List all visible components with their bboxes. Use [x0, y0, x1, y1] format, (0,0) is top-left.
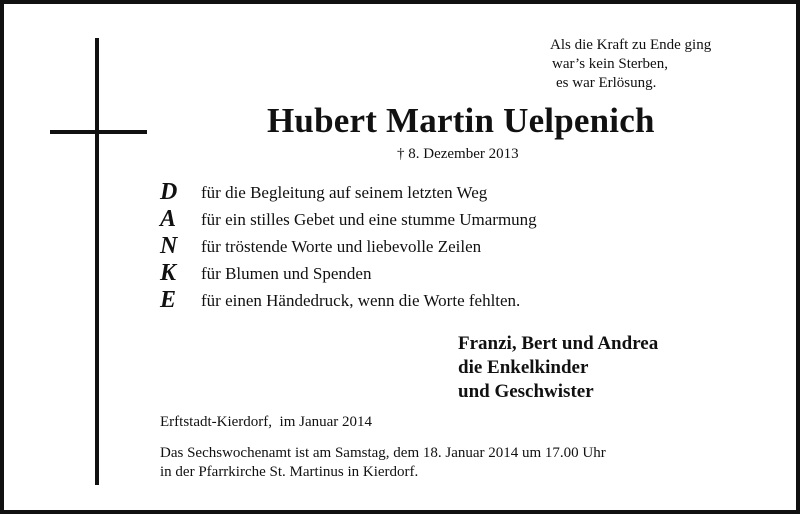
danke-letter: K: [160, 260, 177, 286]
deceased-name: Hubert Martin Uelpenich: [267, 101, 655, 140]
danke-letter: E: [160, 287, 177, 313]
signer-line: und Geschwister: [458, 381, 594, 402]
danke-letter: N: [160, 233, 178, 259]
cross-icon: [95, 38, 99, 485]
danke-text: für tröstende Worte und liebevolle Zeilen: [201, 237, 482, 256]
service-line: in der Pfarrkirche St. Martinus in Kierdorf.: [160, 464, 419, 480]
danke-text: für einen Händedruck, wenn die Worte fehlten.: [201, 291, 521, 310]
motto-line: es war Erlösung.: [556, 75, 657, 91]
place-date: Erftstadt-Kierdorf, im Januar 2014: [160, 414, 373, 430]
signer-line: die Enkelkinder: [458, 357, 589, 378]
service-line: Das Sechswochenamt ist am Samstag, dem 18. Januar 2014 um 17.00 Uhr: [160, 445, 606, 461]
cross-icon-bar: [50, 130, 147, 134]
death-date: † 8. Dezember 2013: [397, 146, 519, 162]
motto-line: Als die Kraft zu Ende ging: [550, 37, 712, 53]
danke-letter: A: [160, 206, 177, 232]
service-notice: [160, 444, 606, 482]
danke-text: für Blumen und Spenden: [201, 264, 372, 283]
motto: [550, 36, 711, 93]
danke-text: für die Begleitung auf seinem letzten Weg: [201, 183, 488, 202]
danke-letter: D: [160, 179, 178, 205]
signers: [458, 332, 658, 404]
danke-text: für ein stilles Gebet und eine stumme Umarmung: [201, 210, 537, 229]
motto-line: war’s kein Sterben,: [552, 56, 668, 72]
signer-line: Franzi, Bert und Andrea: [458, 333, 659, 354]
